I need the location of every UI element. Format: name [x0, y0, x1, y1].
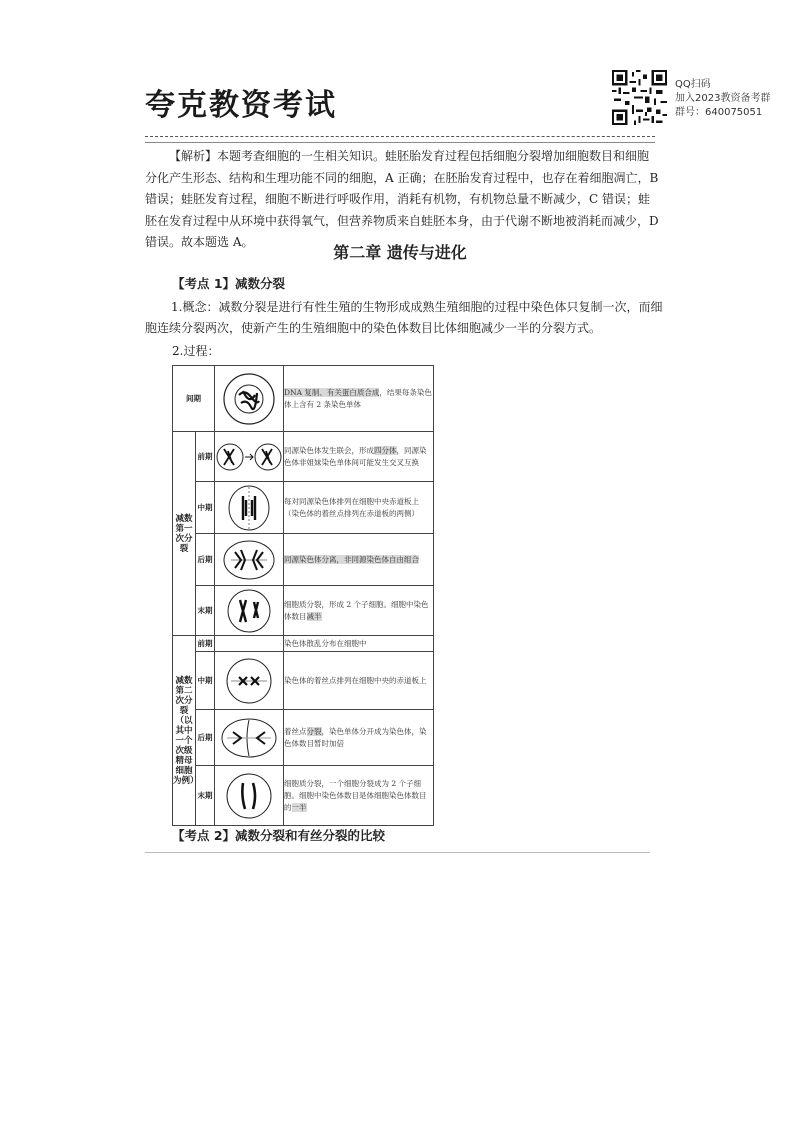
qr-info-line: QQ扫码 [675, 79, 711, 90]
interphase-figure [215, 366, 284, 432]
phase-label: 中期 [196, 652, 215, 710]
meiosis-1-label: 减数第一次分裂 [173, 432, 196, 636]
qr-code-icon [612, 70, 667, 125]
phase-description: 同源染色体分离，非同源染色体自由组合 [284, 534, 434, 586]
phase-description: 同源染色体发生联会，形成四分体，同源染色体非姐妹染色单体间可能发生交叉互换 [284, 432, 434, 482]
qr-info-line: 群号：640075051 [675, 107, 763, 118]
qr-info-line: 加入2023教资备考群 [675, 93, 771, 104]
phase-description: 细胞质分裂，一个细胞分裂成为 2 个子细胞。细胞中染色体数目是体细胞染色体数目的一半 [284, 766, 434, 826]
table-row [173, 652, 434, 710]
table-row [173, 366, 434, 432]
meiosis-process-table [172, 365, 434, 826]
table-row [173, 534, 434, 586]
key-point-2-heading: 【考点 2】减数分裂和有丝分裂的比较 [172, 828, 386, 843]
brand-logo-text: 夸克教资考试 [145, 88, 337, 123]
prophase-1-figure [215, 432, 284, 482]
analysis-paragraph: 【解析】本题考查细胞的一生相关知识。蛙胚胎发育过程包括细胞分裂增加细胞数目和细胞分化产生形态、结构和生理功能不同的细胞，A 正确；在胚胎发育过程中，也存在着细胞凋亡，B 错误；蛙胚发育过程，细胞不断进行呼吸作用，消耗有机物，有机物总量不断减少，C 错误；蛙胚在发育过程中从环境中获得氧气，但营养物质来自蛙胚本身，由于代谢不断地被消耗而减少，D 错误。故本题选 A。 [145, 149, 659, 249]
phase-description: DNA 复制、有关蛋白质合成，结果每条染色体上含有 2 条染色单体 [284, 366, 434, 432]
anaphase-1-figure [215, 534, 284, 586]
phase-label: 后期 [196, 534, 215, 586]
phase-label: 末期 [196, 586, 215, 636]
table-row [173, 432, 434, 482]
key-point-1-heading: 【考点 1】减数分裂 [172, 276, 286, 291]
phase-description: 着丝点分裂，染色单体分开成为染色体，染色体数目暂时加倍 [284, 710, 434, 766]
chapter-title: 第二章 遗传与进化 [333, 243, 467, 262]
phase-label: 前期 [196, 636, 215, 652]
phase-description: 每对同源染色体排列在细胞中央赤道板上（染色体的着丝点排列在赤道板的两侧） [284, 482, 434, 534]
phase-label: 后期 [196, 710, 215, 766]
telophase-1-figure [215, 586, 284, 636]
prophase-2-figure [215, 636, 284, 652]
header-underline [145, 142, 655, 143]
phase-description: 染色体的着丝点排列在细胞中央的赤道板上 [284, 652, 434, 710]
metaphase-2-figure [215, 652, 284, 710]
telophase-2-figure [215, 766, 284, 826]
phase-label: 末期 [196, 766, 215, 826]
table-row [173, 482, 434, 534]
table-row [173, 636, 434, 652]
anaphase-2-figure [215, 710, 284, 766]
phase-description: 染色体散乱分布在细胞中 [284, 636, 434, 652]
process-label: 2.过程： [172, 344, 220, 358]
qr-info [675, 78, 770, 120]
phase-label: 前期 [196, 432, 215, 482]
phase-label: 间期 [173, 366, 215, 432]
phase-description: 细胞质分裂，形成 2 个子细胞。细胞中染色体数目减半 [284, 586, 434, 636]
table-row [173, 710, 434, 766]
meiosis-2-label: 减数第二次分裂（以其中一个次级精母细胞为例） [173, 636, 196, 826]
concept-paragraph: 1.概念：减数分裂是进行有性生殖的生物形成成熟生殖细胞的过程中染色体只复制一次，而细胞连续分裂两次，使新产生的生殖细胞中的染色体数目比体细胞减少一半的分裂方式。 [145, 300, 663, 335]
metaphase-1-figure [215, 482, 284, 534]
phase-label: 中期 [196, 482, 215, 534]
bottom-divider [145, 852, 650, 853]
table-row [173, 766, 434, 826]
header-divider [145, 136, 655, 137]
table-row [173, 586, 434, 636]
